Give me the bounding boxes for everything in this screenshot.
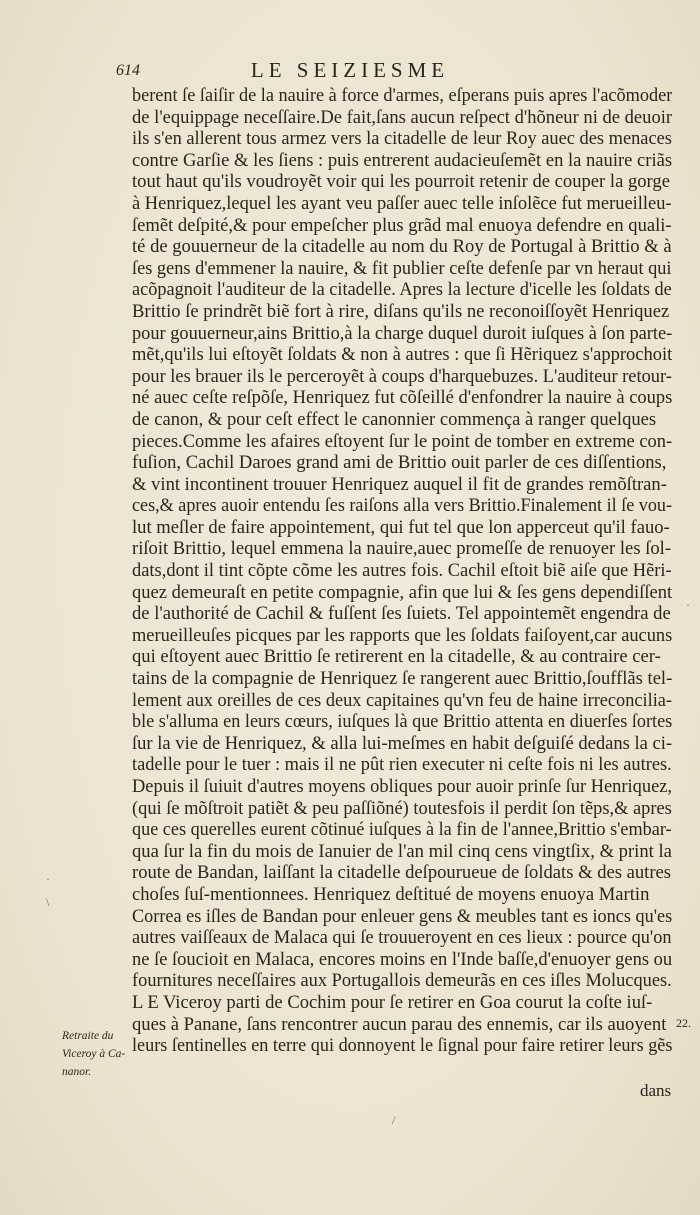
text-line: ces,& apres auoir entendu ſes raiſons alla vers Brittio.Finalement il ſe vou- <box>132 495 672 517</box>
text-line: quez demeuraſt en petite compagnie, afin que lui & ſes gens dependiſſent <box>132 581 672 603</box>
text-line: qua ſur la fin du mois de Ianuier de l'an mil cinq cens vingtſix, & print la <box>132 840 672 862</box>
text-line: choſes ſuſ-mentionnees. Henriquez deſtitué de moyens enuoya Martin <box>132 883 650 905</box>
text-line: ne ſe ſoucioit en Malaca, encores moins en l'Inde baſſe,d'enuoyer gens ou <box>132 948 673 970</box>
text-line: tout haut qu'ils voudroyẽt voir qui les pourroit retenir de couper la gorge <box>132 171 670 193</box>
page-number: 614 <box>116 62 140 79</box>
margin-note-line: Retraite du <box>62 1030 114 1042</box>
text-line: Correa es iſles de Bandan pour enleuer gens & meubles tant es ioncs qu'es <box>132 905 672 927</box>
text-line: route de Bandan, laiſſant la citadelle deſpourueue de ſoldats & des autres <box>132 862 672 884</box>
paper-speck: / <box>392 1113 396 1127</box>
paper-speck: · <box>686 598 690 612</box>
text-line: acõpagnoit l'auditeur de la citadelle. Apres la lecture d'icelle les ſoldats de <box>132 279 672 301</box>
body-text <box>132 85 672 1057</box>
text-line: lut meſler de faire appointement, qui fut tel que lon apperceut qu'il fauo- <box>132 516 670 538</box>
text-line: autres vaiſſeaux de Malaca qui ſe trouueroyent en ces lieux : pource qu'on <box>132 927 672 949</box>
text-line: & vint incontinent trouuer Henriquez auquel il fit de grandes remõſtran- <box>132 473 667 495</box>
text-line: que ces querelles eurent cõtinué iuſques à la fin de l'annee,Brittio s'embar- <box>132 819 672 841</box>
text-line: fournitures neceſſaires aux Portugallois demeurãs en ces iſles Molucques. <box>132 970 672 992</box>
text-line: pieces.Comme les afaires eſtoyent ſur le point de tomber en extreme con- <box>132 430 672 452</box>
text-line: pour les brauer ils le perceroyẽt à coups d'harquebuzes. L'auditeur retour- <box>132 365 672 387</box>
text-line: ils s'en allerent tous armez vers la citadelle de leur Roy auec des menaces <box>132 128 672 150</box>
text-line: de canon, & pour ceſt effect le canonnier commença à ranger quelques <box>132 408 657 430</box>
text-line: mẽt,qu'ils lui eſtoyẽt ſoldats & non à autres : que ſi Hẽriquez s'approchoit <box>132 344 673 366</box>
text-line: de l'authorité de Cachil & fuſſent ſes ſuiets. Tel appointemẽt engendra de <box>132 603 671 625</box>
text-line: merueilleuſes picques par les rapports que les ſoldats faiſoyent,car aucuns <box>132 624 672 646</box>
paper-speck: \ <box>46 895 50 909</box>
margin-note <box>62 1027 125 1081</box>
text-line: à Henriquez,lequel les ayant veu paſſer auec telle inſolẽce fut merueilleu- <box>132 192 672 214</box>
paper-speck: · <box>46 872 50 886</box>
text-line: berent ſe ſaiſir de la nauire à force d'armes, eſperans puis apres l'acõmoder <box>132 85 672 106</box>
margin-note-line: Viceroy à Ca- <box>62 1048 126 1060</box>
text-line: (qui ſe mõſtroit patiẽt & peu paſſiõné) toutesfois il perdit ſon tẽps,& apres <box>132 797 672 819</box>
text-line: leurs ſentinelles en terre qui donnoyent le ſignal pour faire retirer leurs gẽs <box>132 1035 673 1057</box>
text-line: pour gouuerneur,ains Brittio,à la charge duquel duroit iuſques à ſon parte- <box>132 322 672 344</box>
text-line: tadelle pour le tuer : mais il ne pût rien executer ni ceſte fois ni les autres. <box>132 754 672 776</box>
text-line: tains de la compagnie de Henriquez ſe rangerent auec Brittio,ſoufflãs tel- <box>132 668 673 690</box>
text-line: Depuis il ſuiuit d'autres moyens obliques pour auoir prinſe ſur Henriquez, <box>132 776 672 797</box>
text-line: ble s'alluma en leurs cœurs, iuſques là que Brittio attenta en diuerſes ſortes <box>132 711 673 733</box>
text-line: né auec ceſte reſpõſe, Henriquez fut cõſeillé d'enfondrer la nauire à coups <box>132 387 673 409</box>
text-line: dats,dont il tint cõpte cõme les autres fois. Cachil eſtoit biẽ aiſe que Hẽri- <box>132 560 672 582</box>
text-line: ſes gens d'emmener la nauire, & fit publier ceſte defenſe par vn heraut qui <box>132 257 672 279</box>
margin-number: 22. <box>676 1016 691 1030</box>
text-line: contre Garſie & les ſiens : puis entrerent audacieuſemẽt en la nauire criãs <box>132 149 673 171</box>
catchword: dans <box>640 1081 672 1100</box>
text-line: de l'equippage neceſſaire.De fait,ſans aucun reſpect d'hõneur ni de deuoir <box>132 106 673 128</box>
text-line: riſoit Brittio, lequel emmena la nauire,auec promeſſe de renuoyer les ſol- <box>132 538 672 560</box>
text-line: Brittio ſe prindrẽt biẽ fort à rire, diſans qu'ils ne reconoiſſoyẽt Henriquez <box>132 300 670 322</box>
margin-note-line: nanor. <box>62 1066 92 1078</box>
text-line: L E Viceroy parti de Cochim pour ſe retirer en Goa courut la coſte iuſ- <box>132 991 653 1013</box>
text-line: ſur la vie de Henriquez, & alla lui-meſmes en habit deſguiſé dedans la ci- <box>132 732 673 754</box>
text-line: ſemẽt deſpité,& pour empeſcher plus grãd mal enuoya defendre en quali- <box>132 214 672 236</box>
text-line: fuſion, Cachil Daroes grand ami de Brittio ouit parler de ces diſſentions, <box>132 452 667 474</box>
text-line: té de gouuerneur de la citadelle au nom du Roy de Portugal à Brittio & à <box>132 236 672 258</box>
running-head: LE SEIZIESME <box>250 58 450 82</box>
text-line: ques à Panane, ſans rencontrer aucun parau des ennemis, car ils auoyent <box>132 1013 667 1035</box>
text-line: qui eſtoyent auec Brittio ſe retirerent en la citadelle, & au contraire cer- <box>132 646 661 668</box>
text-line: lement aux oreilles de ces deux capitaines qu'vn feu de haine irreconcilia- <box>132 689 672 711</box>
